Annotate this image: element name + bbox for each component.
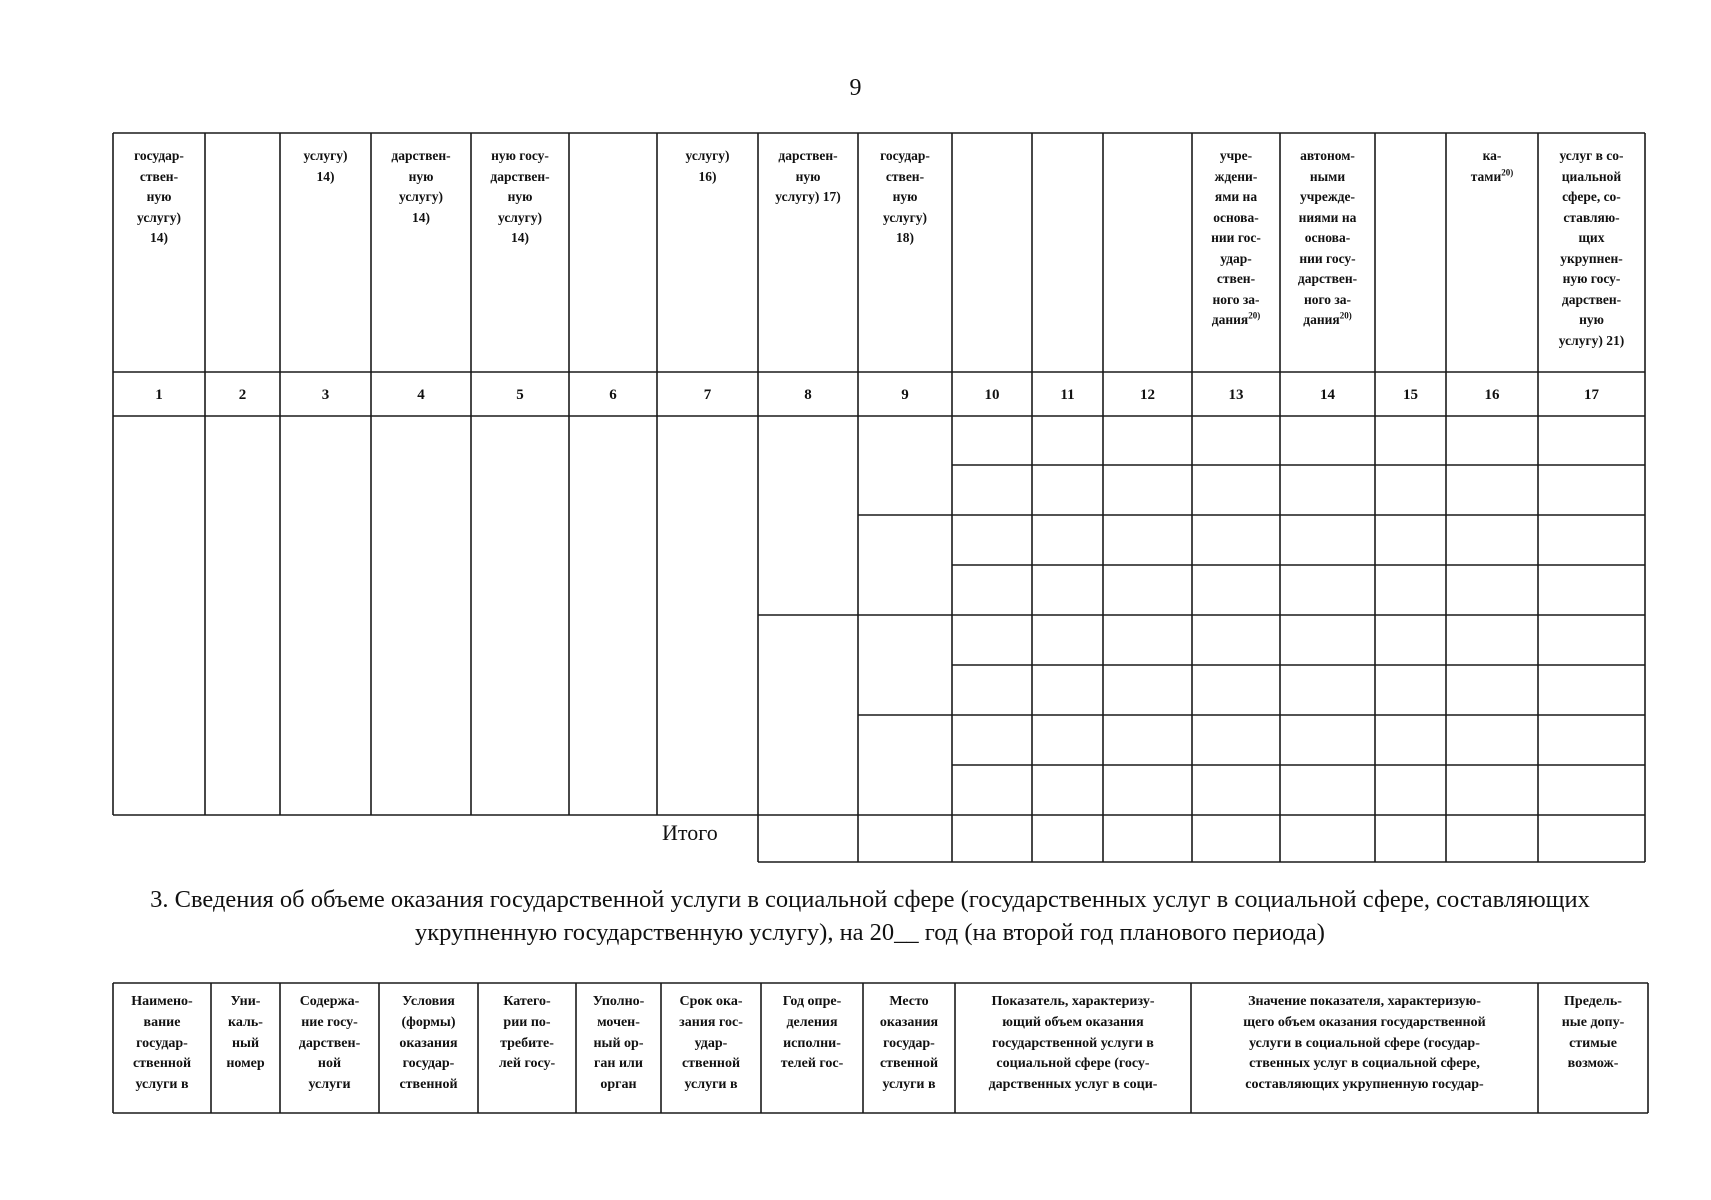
t1-column-number: 10: [984, 387, 1000, 403]
t1-header-cell-3: услугу) 14): [303, 148, 348, 184]
t2-header-authorized-body: Уполно- мочен- ный ор- ган или орган: [592, 994, 645, 1093]
t1-column-number: 16: [1484, 387, 1500, 403]
t1-column-number: 8: [804, 387, 812, 403]
t1-column-number: 5: [516, 387, 524, 403]
t1-header-cell-8: дарствен- ную услугу) 17): [775, 148, 841, 204]
t2-header-service-term: Срок ока- зания гос- удар- ственной услуги в: [679, 994, 743, 1093]
t1-header-cell-17: услуг в со- циальной сфере, со- ставляю- щих укрупнен- ную госу- дарствен- ную услугу) 21): [1558, 148, 1625, 348]
section-heading: 3. Сведения об объеме оказания государственной услуги в социальной сфере (государственных услуг в социальной сфере, составляющих укрупненную государственную услугу), на 20__ год (на второй год планового периода): [150, 886, 1590, 946]
t1-column-number: 12: [1140, 387, 1155, 403]
t1-column-number: 14: [1320, 387, 1335, 403]
t1-header-cell-4: дарствен- ную услугу) 14): [391, 148, 451, 225]
t1-column-number: 9: [901, 387, 909, 403]
t1-column-number: 2: [238, 387, 247, 403]
t1-column-number: 3: [321, 387, 330, 403]
page-number: 9: [849, 75, 862, 101]
t1-column-number: 11: [1060, 387, 1075, 403]
t1-header-cell-9: государ- ствен- ную услугу) 18): [880, 148, 930, 245]
t1-header-cell-7: услугу) 16): [685, 148, 730, 184]
t1-column-number: 17: [1584, 387, 1599, 403]
t2-header-service-content: Содержа- ние госу- дарствен- ной услуги: [298, 994, 361, 1093]
t1-header-cell-16: ка- тами$^{20)}$: [1470, 148, 1514, 184]
t2-header-indicator-value: Значение показателя, характеризую- щего объем оказания государственной услуги в социальной сфере (государ- ственных услуг в социальной сфере, составляющих укрупненную государ-: [1243, 994, 1486, 1093]
t2-header-indicator: Показатель, характеризу- ющий объем оказания государственной услуги в социальной сфере (госу- дарственных услуг в соци-: [988, 994, 1158, 1093]
t1-header-cell-1: государ- ствен- ную услугу) 14): [134, 148, 184, 245]
t1-column-number: 6: [609, 387, 617, 403]
t1-header-cell-5: ную госу- дарствен- ную услугу) 14): [490, 148, 550, 245]
t1-column-number: 13: [1228, 387, 1244, 403]
t1-header-cell-13: учре- ждени- ями на основа- нии гос- удар- ствен- ного за- дания$^{20)}$: [1211, 148, 1261, 327]
t2-header-unique-number: Уни- каль- ный номер: [226, 994, 265, 1072]
t1-column-number: 15: [1403, 387, 1418, 403]
t2-header-conditions: Условия (формы) оказания государ- ственной: [399, 994, 458, 1093]
t2-header-place: Место оказания государ- ственной услуги в: [879, 994, 939, 1093]
t1-column-number: 1: [155, 387, 163, 403]
t2-header-consumer-categories: Катего- рии по- требите- лей госу-: [498, 994, 556, 1072]
t2-header-deviations: Предель- ные допу- стимые возмож-: [1561, 994, 1625, 1072]
t1-header-cell-14: автоном- ными учрежде- ниями на основа- нии госу- дарствен- ного за- дания$^{20)}$: [1297, 148, 1358, 327]
t1-column-number: 4: [417, 387, 425, 403]
total-label: Итого: [662, 820, 718, 845]
t2-header-service-name: Наимено- вание государ- ственной услуги в: [131, 994, 193, 1093]
t1-column-number: 7: [703, 387, 712, 403]
t2-header-year: Год опре- деления исполни- телей гос-: [780, 994, 844, 1072]
